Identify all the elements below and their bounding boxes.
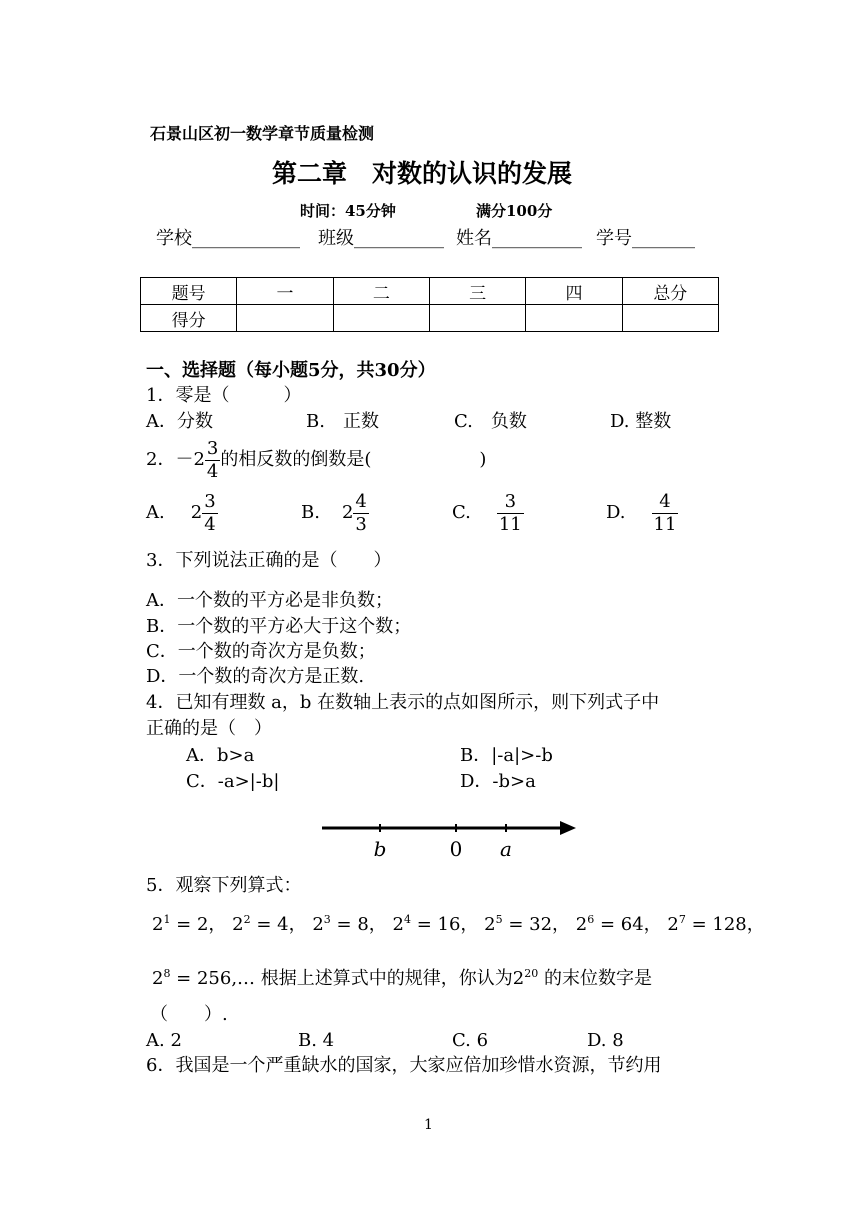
q2-option-c [452,490,524,536]
q5-option-a: A. 2 [146,1030,182,1051]
option-fraction [652,492,679,535]
q2-fraction [205,439,220,482]
table-cell: 三 [429,278,525,305]
school-field: 学校____________ [156,228,300,249]
label-a: a [500,837,512,861]
q5-option-c: C. 6 [452,1030,489,1051]
q2-prefix: 2．－2 [146,449,205,470]
q5-base2: 2 [512,968,525,989]
q2-frac-den: 4 [206,460,219,482]
page-number: 1 [424,1117,433,1133]
table-cell [622,305,718,332]
district-title: 石景山区初一数学章节质量检测 [150,124,375,143]
arrow-icon [560,821,576,835]
q5-term: $2^3 = 8$， [312,913,387,935]
name-field: 姓名__________ [456,228,582,249]
q5-term: $2^2 = 4$， [232,913,307,935]
frac-num: 3 [204,490,216,512]
q5-formula-line2 [152,967,652,989]
frac-num: 4 [652,492,679,514]
table-cell [526,305,622,332]
q2-option-d [606,490,678,536]
q3-option-a: A．一个数的平方必是非负数； [146,590,393,611]
q5-exp: 8 [163,967,171,980]
q5-term: $2^1 = 2$， [152,913,227,935]
option-whole: 2 [190,502,203,523]
q4-option-b: B．|-a|>-b [460,745,553,766]
q2-option-b [301,490,369,536]
score-table-header-row [141,278,719,305]
q5-exp2: 20 [524,967,539,980]
q4-option-c: C．-a>|-b| [186,771,280,792]
q1-option-d: D. 整数 [610,411,672,432]
table-cell: 总分 [622,278,718,305]
q4-option-d: D．-b>a [460,771,536,792]
score-info: 满分100分 [476,202,553,220]
q2-suffix: 的相反数的倒数是( ) [220,449,487,470]
option-label: B. [301,502,320,523]
q5-option-d: D. 8 [587,1030,624,1051]
section-title: 一、选择题（每小题5分，共30分） [146,360,436,381]
q1-option-a: A．分数 [146,411,213,432]
frac-den: 3 [355,513,367,535]
table-cell: 题号 [141,278,237,305]
table-cell: 一 [237,278,333,305]
q1-stem: 1．零是（ ） [146,385,302,406]
option-fraction [353,492,368,535]
frac-num: 4 [355,490,367,512]
table-cell: 二 [333,278,429,305]
q5-option-b: B. 4 [298,1030,335,1051]
q5-base: 2 [152,968,164,989]
option-label: D. [606,502,626,523]
option-fraction [497,492,524,535]
score-table-score-row [141,305,719,332]
label-zero: 0 [449,837,463,861]
option-fraction [202,492,217,535]
q1-option-b: B. 正数 [306,411,379,432]
q1-option-c: C. 负数 [454,411,527,432]
q4-option-a: A．b>a [186,745,255,766]
table-cell: 四 [526,278,622,305]
q3-option-b: B．一个数的平方必大于这个数； [146,616,412,637]
table-cell [237,305,333,332]
frac-den: 11 [498,513,522,535]
class-field: 班级__________ [318,228,444,249]
table-cell [429,305,525,332]
time-info: 时间：45分钟 [300,202,396,220]
frac-den: 4 [204,513,216,535]
q6-stem: 6．我国是一个严重缺水的国家，大家应倍加珍惜水资源，节约用 [146,1055,662,1076]
frac-num: 3 [497,492,524,514]
q2-frac-num: 3 [206,437,219,459]
q5-mid-text: = 256,… 根据上述算式中的规律，你认为 [170,968,513,989]
student-id-field: 学号_______ [596,228,695,249]
score-table [140,277,719,332]
option-label: C. [452,502,471,523]
q5-term: $2^6 = 64$， [575,913,662,935]
frac-den: 11 [653,513,677,535]
q5-term: $2^5 = 32$， [484,913,571,935]
q5-term: $2^7 = 128$， [667,913,765,935]
q4-stem-line1: 4．已知有理数 a，b 在数轴上表示的点如图所示，则下列式子中 [146,692,660,713]
number-line-figure [318,812,580,862]
q5-term: $2^4 = 16$， [392,913,479,935]
q5-end-text: 的末位数字是 [538,968,652,989]
chapter-title: 第二章 对数的认识的发展 [272,159,573,188]
q4-stem-line2: 正确的是（ ） [146,718,272,739]
option-label: A. [146,502,165,523]
label-b: b [373,837,387,861]
q5-blank: （ ）. [150,1004,228,1025]
q5-formula-line1 [152,913,765,935]
table-cell [333,305,429,332]
q5-stem: 5．观察下列算式： [146,875,302,896]
q2-stem [146,437,486,483]
q3-option-c: C．一个数的奇次方是负数； [146,641,376,662]
q3-stem: 3．下列说法正确的是（ ） [146,550,392,571]
option-whole: 2 [341,502,354,523]
q2-option-a [146,490,218,536]
table-cell: 得分 [141,305,237,332]
q3-option-d: D．一个数的奇次方是正数. [146,666,365,687]
